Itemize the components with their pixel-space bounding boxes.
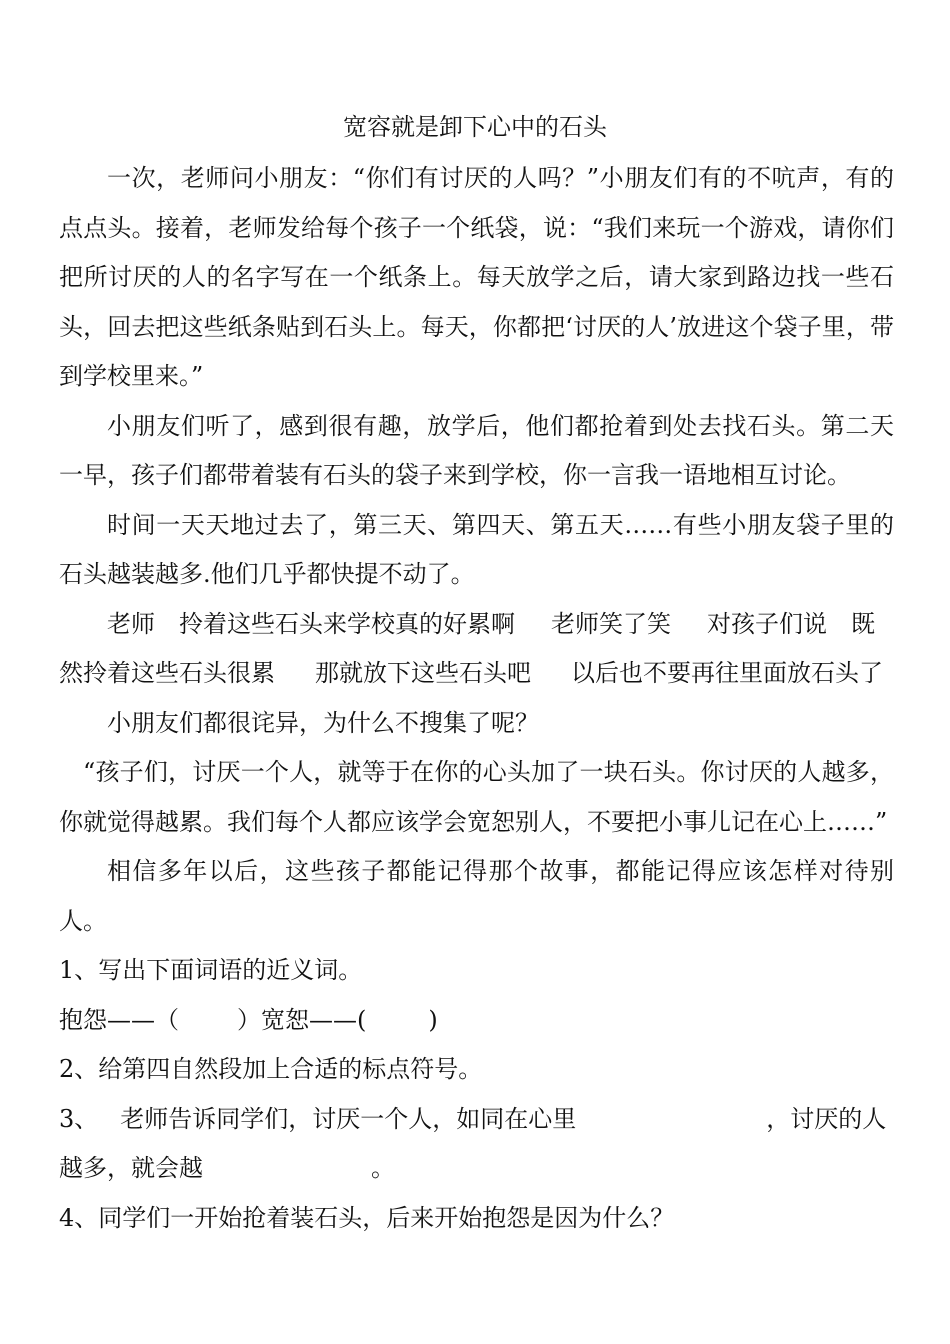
q1-word-a-close: ） bbox=[237, 1005, 261, 1034]
q3-text-d: 。 bbox=[371, 1154, 395, 1182]
p4-segment-h: 以后也不要再往里面放石头了 bbox=[571, 659, 883, 687]
q1-word-b-close: ) bbox=[428, 1005, 438, 1034]
q1-word-b: 宽恕——( bbox=[261, 1005, 367, 1034]
document-body bbox=[59, 154, 894, 1243]
p4-segment-g: 那就放下这些石头吧 bbox=[315, 659, 531, 687]
q3-text-c: 越多，就会越 bbox=[59, 1154, 203, 1182]
paragraph-5: 小朋友们都很诧异，为什么不搜集了呢？ bbox=[107, 708, 539, 737]
q1-word-a: 抱怨——（ bbox=[59, 1005, 179, 1034]
question-1: 1、写出下面词语的近义词。 bbox=[59, 956, 363, 984]
paragraph-3: 时间一天天地过去了，第三天、第四天、第五天……有些小朋友袋子里的石头越装越多.他们几乎都快提不动了。 bbox=[59, 510, 894, 588]
p4-segment-b: 拎着这些石头来学校真的好累啊 bbox=[179, 609, 515, 638]
p4-segment-d: 对孩子们说 bbox=[707, 609, 827, 638]
p4-segment-e: 既 bbox=[851, 609, 875, 638]
paragraph-7: 相信多年以后，这些孩子都能记得那个故事，都能记得应该怎样对待别人。 bbox=[59, 857, 894, 935]
p4-segment-a: 老师 bbox=[107, 609, 155, 638]
paragraph-1: 一次，老师问小朋友：“你们有讨厌的人吗？”小朋友们有的不吭声，有的点点头。接着，老师发给每个孩子一个纸袋，说：“我们来玩一个游戏，请你们把所讨厌的人的名字写在一个纸条上。每天放学之后，请大家到路边找一些石头，回去把这些纸条贴到石头上。每天，你都把‘讨厌的人’放进这个袋子里，带到学校里来。” bbox=[59, 164, 894, 390]
question-3 bbox=[59, 1095, 894, 1194]
question-2: 2、给第四自然段加上合适的标点符号。 bbox=[59, 1055, 483, 1083]
p4-segment-f: 然拎着这些石头很累 bbox=[59, 659, 275, 687]
q3-number: 3、 bbox=[59, 1104, 99, 1133]
question-1-answers bbox=[59, 996, 894, 1046]
q3-text-a: 老师告诉同学们，讨厌一个人，如同在心里 bbox=[120, 1104, 577, 1133]
paragraph-2: 小朋友们听了，感到很有趣，放学后，他们都抢着到处去找石头。第二天一早，孩子们都带着装有石头的袋子来到学校，你一言我一语地相互讨论。 bbox=[59, 411, 894, 489]
paragraph-6: “孩子们，讨厌一个人，就等于在你的心头加了一块石头。你讨厌的人越多，你就觉得越累。我们每个人都应该学会宽恕别人，不要把小事儿记在心上……” bbox=[59, 758, 894, 836]
p4-segment-c: 老师笑了笑 bbox=[551, 609, 671, 638]
paragraph-4 bbox=[59, 600, 894, 699]
q3-text-b: ，讨厌的人 bbox=[766, 1104, 887, 1133]
document-title: 宽容就是卸下心中的石头 bbox=[343, 113, 607, 141]
question-4: 4、同学们一开始抢着装石头，后来开始抱怨是因为什么？ bbox=[59, 1203, 675, 1232]
